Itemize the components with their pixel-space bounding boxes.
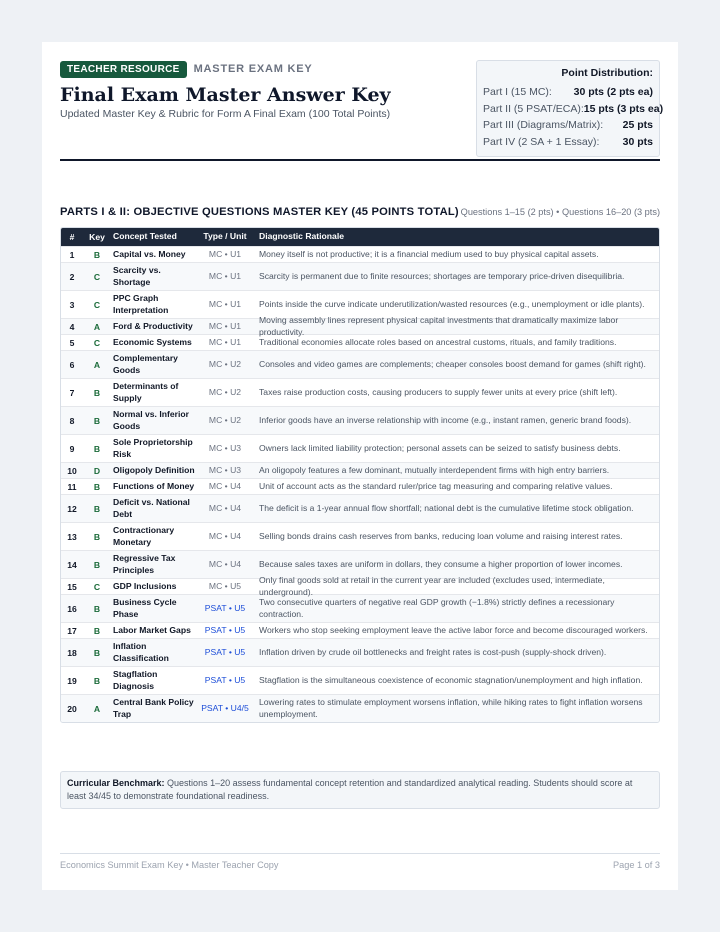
table-row	[61, 666, 659, 694]
table-row	[61, 262, 659, 290]
diagnostic-rationale: Scarcity is permanent due to finite resources; shortages are temporary price-driven disequilibria.	[259, 270, 625, 281]
question-number: 17	[67, 625, 77, 636]
answer-key: B	[93, 647, 101, 658]
concept-tested: Complementary Goods	[113, 353, 178, 375]
benchmark-label: Curricular Benchmark:	[67, 778, 165, 788]
type-unit: MC • U2	[208, 386, 242, 397]
header-concept: Concept Tested	[113, 231, 177, 242]
type-unit: PSAT • U5	[204, 624, 246, 635]
type-unit: PSAT • U5	[204, 602, 246, 613]
table-header-row	[61, 228, 659, 246]
table-row	[61, 494, 659, 522]
concept-tested: Oligopoly Definition	[113, 464, 195, 475]
table-row	[61, 334, 659, 350]
question-number: 5	[69, 337, 75, 348]
answer-key: B	[93, 481, 101, 492]
question-number: 14	[67, 559, 77, 570]
point-row-value: 15 pts (3 pts ea)	[583, 102, 664, 115]
diagnostic-rationale: Taxes raise production costs, causing producers to supply fewer units at every price (shift left).	[259, 386, 618, 397]
point-row	[483, 117, 653, 134]
answer-key: C	[93, 337, 101, 348]
table-row	[61, 406, 659, 434]
type-unit: MC • U4	[208, 530, 242, 541]
concept-tested: Stagflation Diagnosis	[113, 669, 158, 691]
question-number: 1	[69, 249, 75, 260]
diagnostic-rationale: Inflation driven by crude oil bottlenecks and freight rates is cost-push (supply-shock driven).	[259, 646, 607, 657]
question-number: 13	[67, 531, 77, 542]
diagnostic-rationale: An oligopoly features a few dominant, mutually interdependent firms with high entry barriers.	[259, 464, 610, 475]
page-subtitle: Updated Master Key & Rubric for Form A Final Exam (100 Total Points)	[60, 108, 391, 120]
page-number: Page 1 of 3	[613, 860, 660, 870]
header-divider	[60, 159, 660, 161]
diagnostic-rationale: Inferior goods have an inverse relationship with income (e.g., instant ramen, generic brand foods).	[259, 414, 632, 425]
point-distribution-heading: Point Distribution:	[561, 67, 653, 79]
type-unit: MC • U1	[208, 270, 242, 281]
diagnostic-rationale: Owners lack limited liability protection; personal assets can be seized to satisfy business debts.	[259, 442, 621, 453]
footer-left: Economics Summit Exam Key • Master Teacher Copy	[60, 860, 279, 870]
concept-tested: Normal vs. Inferior Goods	[113, 409, 189, 431]
concept-tested: Ford & Productivity	[113, 320, 193, 331]
table-row	[61, 350, 659, 378]
answer-key: B	[93, 387, 101, 398]
concept-tested: Contractionary Monetary	[113, 525, 175, 547]
concept-tested: Business Cycle Phase	[113, 597, 177, 619]
diagnostic-rationale: Money itself is not productive; it is a financial medium used to buy physical capital assets.	[259, 248, 599, 259]
table-row	[61, 246, 659, 262]
type-unit: MC • U1	[208, 248, 242, 259]
answer-key: B	[93, 625, 101, 636]
type-unit: MC • U4	[208, 480, 242, 491]
concept-tested: Economic Systems	[113, 336, 192, 347]
table-row	[61, 434, 659, 462]
point-row-value: 30 pts	[622, 135, 653, 148]
diagnostic-rationale: Consoles and video games are complements; cheaper consoles boost demand for games (shift right).	[259, 358, 646, 369]
type-unit: MC • U1	[208, 320, 242, 331]
answer-key: D	[93, 465, 101, 476]
diagnostic-rationale: Selling bonds drains cash reserves from banks, reducing loan volume and raising interest rates.	[259, 530, 623, 541]
table-row	[61, 378, 659, 406]
diagnostic-rationale: Lowering rates to stimulate employment worsens inflation, while hiking rates to fight inflation worsens unemployment.	[259, 697, 643, 719]
answer-key: A	[93, 359, 101, 370]
type-unit: MC • U3	[208, 442, 242, 453]
answer-key: B	[93, 503, 101, 514]
answer-key: C	[93, 299, 101, 310]
type-unit: MC • U3	[208, 464, 242, 475]
type-unit: MC • U1	[208, 336, 242, 347]
type-unit: MC • U1	[208, 298, 242, 309]
header-rationale: Diagnostic Rationale	[259, 231, 344, 242]
table-row	[61, 638, 659, 666]
answer-key: A	[93, 703, 101, 714]
question-number: 6	[69, 359, 75, 370]
table-row	[61, 462, 659, 478]
point-row-label: Part III (Diagrams/Matrix):	[483, 119, 604, 131]
diagnostic-rationale: Two consecutive quarters of negative real GDP growth (−1.8%) strictly defines a recessionary contraction.	[259, 597, 615, 619]
point-row-label: Part I (15 MC):	[483, 86, 552, 98]
question-number: 2	[69, 271, 75, 282]
table-row	[61, 594, 659, 622]
answer-key: B	[93, 249, 101, 260]
section-meta: Questions 1–15 (2 pts) • Questions 16–20 (3 pts)	[460, 207, 660, 217]
table-body	[61, 246, 659, 722]
point-row-value: 30 pts (2 pts ea)	[573, 86, 653, 98]
type-unit: MC • U2	[208, 358, 242, 369]
question-number: 4	[69, 321, 75, 332]
header-number: #	[69, 232, 75, 242]
question-number: 15	[67, 581, 77, 592]
type-unit: PSAT • U5	[204, 674, 246, 685]
diagnostic-rationale: Moving assembly lines represent physical capital investments that dramatically maximize labor productivity.	[259, 315, 619, 337]
table-row	[61, 550, 659, 578]
answer-key: B	[93, 531, 101, 542]
concept-tested: Central Bank Policy Trap	[113, 697, 194, 719]
footer	[60, 860, 660, 870]
diagnostic-rationale: Stagflation is the simultaneous coexistence of economic stagnation/unemployment and high inflation.	[259, 674, 643, 685]
question-number: 11	[67, 481, 77, 492]
question-number: 3	[69, 299, 75, 310]
question-number: 9	[69, 443, 75, 454]
concept-tested: Functions of Money	[113, 480, 195, 491]
page-title: Final Exam Master Answer Key	[60, 84, 391, 106]
concept-tested: Inflation Classification	[113, 641, 169, 663]
question-number: 20	[67, 703, 77, 714]
answer-key: C	[93, 581, 101, 592]
concept-tested: Scarcity vs. Shortage	[113, 265, 161, 287]
type-unit: PSAT • U5	[204, 646, 246, 657]
concept-tested: Labor Market Gaps	[113, 624, 191, 635]
concept-tested: Sole Proprietorship Risk	[113, 437, 193, 459]
concept-tested: Determinants of Supply	[113, 381, 179, 403]
question-number: 8	[69, 415, 75, 426]
answer-key: B	[93, 559, 101, 570]
page-content	[60, 60, 664, 870]
diagnostic-rationale: Points inside the curve indicate underutilization/wasted resources (e.g., unemployment or idle plants).	[259, 298, 645, 309]
concept-tested: Capital vs. Money	[113, 248, 186, 259]
curricular-benchmark-note	[60, 771, 660, 809]
section-header	[60, 206, 660, 218]
concept-tested: Deficit vs. National Debt	[113, 497, 190, 519]
table-row	[61, 478, 659, 494]
point-row	[483, 134, 653, 151]
diagnostic-rationale: Workers who stop seeking employment leave the active labor force and become discouraged workers.	[259, 624, 648, 635]
concept-tested: Regressive Tax Principles	[113, 553, 176, 575]
footer-divider	[60, 853, 660, 854]
exam-key-kicker: MASTER EXAM KEY	[193, 63, 313, 75]
question-number: 10	[67, 465, 77, 476]
type-unit: PSAT • U4/5	[201, 702, 249, 713]
header-type: Type / Unit	[203, 231, 247, 242]
diagnostic-rationale: Because sales taxes are uniform in dollars, they consume a higher proportion of lower incomes.	[259, 558, 623, 569]
section-title: PARTS I & II: OBJECTIVE QUESTIONS MASTER KEY (45 POINTS TOTAL)	[60, 206, 459, 218]
diagnostic-rationale: The deficit is a 1-year annual flow shortfall; national debt is the cumulative lifetime stock obligation.	[259, 502, 634, 513]
page	[42, 42, 678, 890]
answer-key: A	[93, 321, 101, 332]
concept-tested: PPC Graph Interpretation	[113, 293, 169, 315]
question-number: 7	[69, 387, 75, 398]
question-number: 18	[67, 647, 77, 658]
point-distribution-box	[476, 60, 664, 157]
diagnostic-rationale: Unit of account acts as the standard ruler/price tag measuring and comparing relative values.	[259, 480, 613, 491]
table-row	[61, 694, 659, 722]
answer-key: B	[93, 443, 101, 454]
question-number: 19	[67, 675, 77, 686]
type-unit: MC • U2	[208, 414, 242, 425]
answer-key: B	[93, 675, 101, 686]
point-row-value: 25 pts	[622, 119, 653, 131]
teacher-resource-badge: TEACHER RESOURCE	[60, 61, 187, 78]
point-row-label: Part II (5 PSAT/ECA):	[483, 102, 584, 115]
answer-key-table	[60, 227, 660, 723]
diagnostic-rationale: Traditional economies allocate roles based on ancestral customs, rituals, and family traditions.	[259, 336, 617, 347]
table-row	[61, 575, 659, 597]
type-unit: MC • U5	[208, 580, 242, 591]
table-row	[61, 315, 659, 337]
answer-key: C	[93, 271, 101, 282]
concept-tested: GDP Inclusions	[113, 580, 177, 591]
answer-key: B	[93, 603, 101, 614]
point-row-label: Part IV (2 SA + 1 Essay):	[483, 135, 600, 148]
point-row	[483, 101, 664, 118]
type-unit: MC • U4	[208, 502, 242, 513]
type-unit: MC • U4	[208, 558, 242, 569]
diagnostic-rationale: Only final goods sold at retail in the current year are included (excludes used, intermediate, underground).	[259, 575, 605, 597]
question-number: 16	[67, 603, 77, 614]
table-row	[61, 290, 659, 318]
point-row	[483, 84, 653, 101]
answer-key: B	[93, 415, 101, 426]
benchmark-text: Questions 1–20 assess fundamental concept retention and standardized analytical reading. Students should score at least 34/45 to demonstrate foundational readiness.	[67, 778, 633, 801]
table-row	[61, 622, 659, 638]
header-key: Key	[89, 232, 105, 242]
question-number: 12	[67, 503, 77, 514]
table-row	[61, 522, 659, 550]
